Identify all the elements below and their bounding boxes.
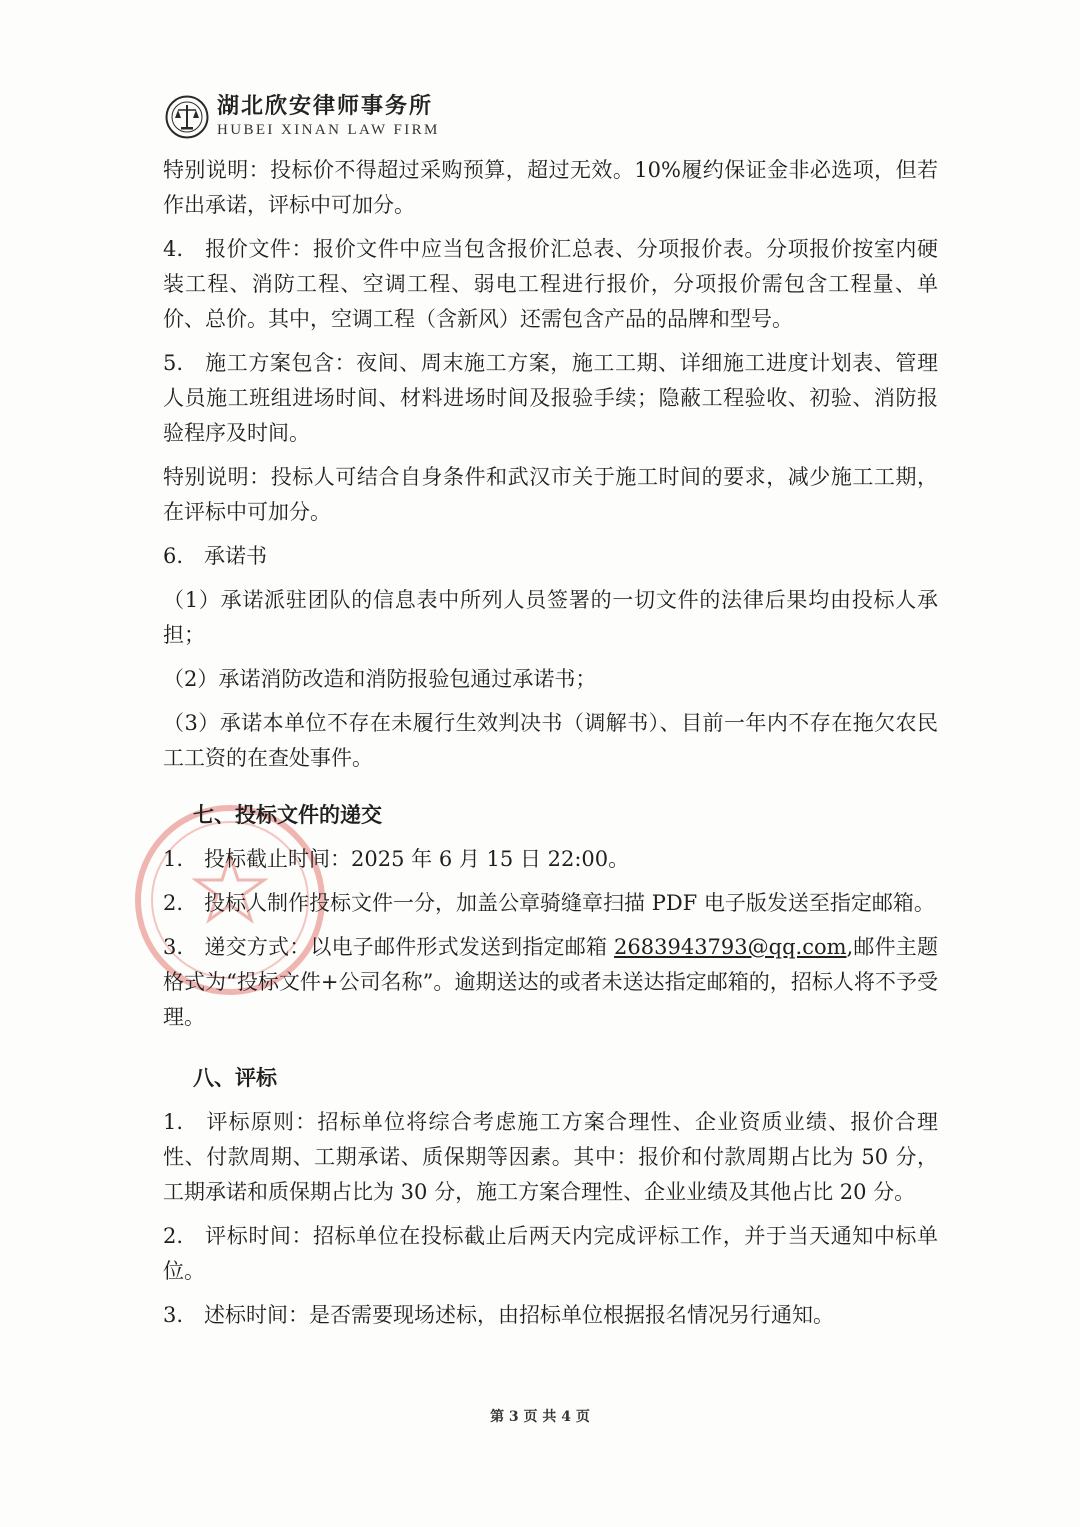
section-heading-7: 七、投标文件的递交	[193, 803, 382, 827]
item-evaluation-principle: 1. 评标原则：招标单位将综合考虑施工方案合理性、企业资质业绩、报价合理性、付款周期、工期承诺、质保期等因素。其中：报价和付款周期占比为 50 分，工期承诺和质保期占比为 30 分，施工方案合理性、企业业绩及其他占比 20 分。	[163, 1110, 938, 1204]
item-submission-method	[163, 930, 938, 1035]
item-presentation-time: 3. 述标时间：是否需要现场述标，由招标单位根据报名情况另行通知。	[163, 1303, 835, 1327]
item-deadline: 1. 投标截止时间：2025 年 6 月 15 日 22:00。	[163, 847, 630, 871]
item-evaluation-time: 2. 评标时间：招标单位在投标截止后两天内完成评标工作，并于当天通知中标单位。	[163, 1224, 938, 1283]
item-bid-preparation: 2. 投标人制作投标文件一分，加盖公章骑缝章扫描 PDF 电子版发送至指定邮箱。	[163, 891, 935, 915]
page-number: 第 3 页 共 4 页	[490, 1409, 590, 1425]
email-link[interactable]: 2683943793@qq.com	[614, 935, 847, 959]
letterhead	[165, 92, 440, 142]
firm-name-cn: 湖北欣安律师事务所	[217, 94, 434, 119]
special-note-price: 特别说明：投标价不得超过采购预算，超过无效。10%履约保证金非必选项，但若作出承诺，评标中可加分。	[163, 158, 938, 217]
item-commitment-letter: 6. 承诺书	[163, 544, 268, 568]
section-heading-8: 八、评标	[193, 1066, 277, 1090]
commitment-2: （2）承诺消防改造和消防报验包通过承诺书；	[163, 667, 597, 691]
document-body	[163, 153, 938, 1333]
item-quotation-file: 4. 报价文件：报价文件中应当包含报价汇总表、分项报价表。分项报价按室内硬装工程、消防工程、空调工程、弱电工程进行报价，分项报价需包含工程量、单价、总价。其中，空调工程（含新风）还需包含产品的品牌和型号。	[163, 237, 938, 331]
submission-text-a: 3. 递交方式：以电子邮件形式发送到指定邮箱	[163, 935, 615, 959]
submission-text-b: ,邮件主题格式为“投标文件+公司名称”。逾期送达的或者未送达指定邮箱的，招标人将不予受理。	[163, 935, 938, 1029]
scales-of-justice-seal-icon	[165, 95, 209, 139]
commitment-1: （1）承诺派驻团队的信息表中所列人员签署的一切文件的法律后果均由投标人承担；	[163, 588, 938, 647]
special-note-schedule: 特别说明：投标人可结合自身条件和武汉市关于施工时间的要求，减少施工工期，在评标中可加分。	[163, 465, 938, 524]
firm-name-en: HUBEI XINAN LAW FIRM	[217, 122, 440, 138]
item-construction-plan: 5. 施工方案包含：夜间、周末施工方案，施工工期、详细施工进度计划表、管理人员施工班组进场时间、材料进场时间及报验手续；隐蔽工程验收、初验、消防报验程序及时间。	[163, 351, 938, 445]
commitment-3: （3）承诺本单位不存在未履行生效判决书（调解书）、目前一年内不存在拖欠农民工工资的在查处事件。	[163, 711, 938, 770]
